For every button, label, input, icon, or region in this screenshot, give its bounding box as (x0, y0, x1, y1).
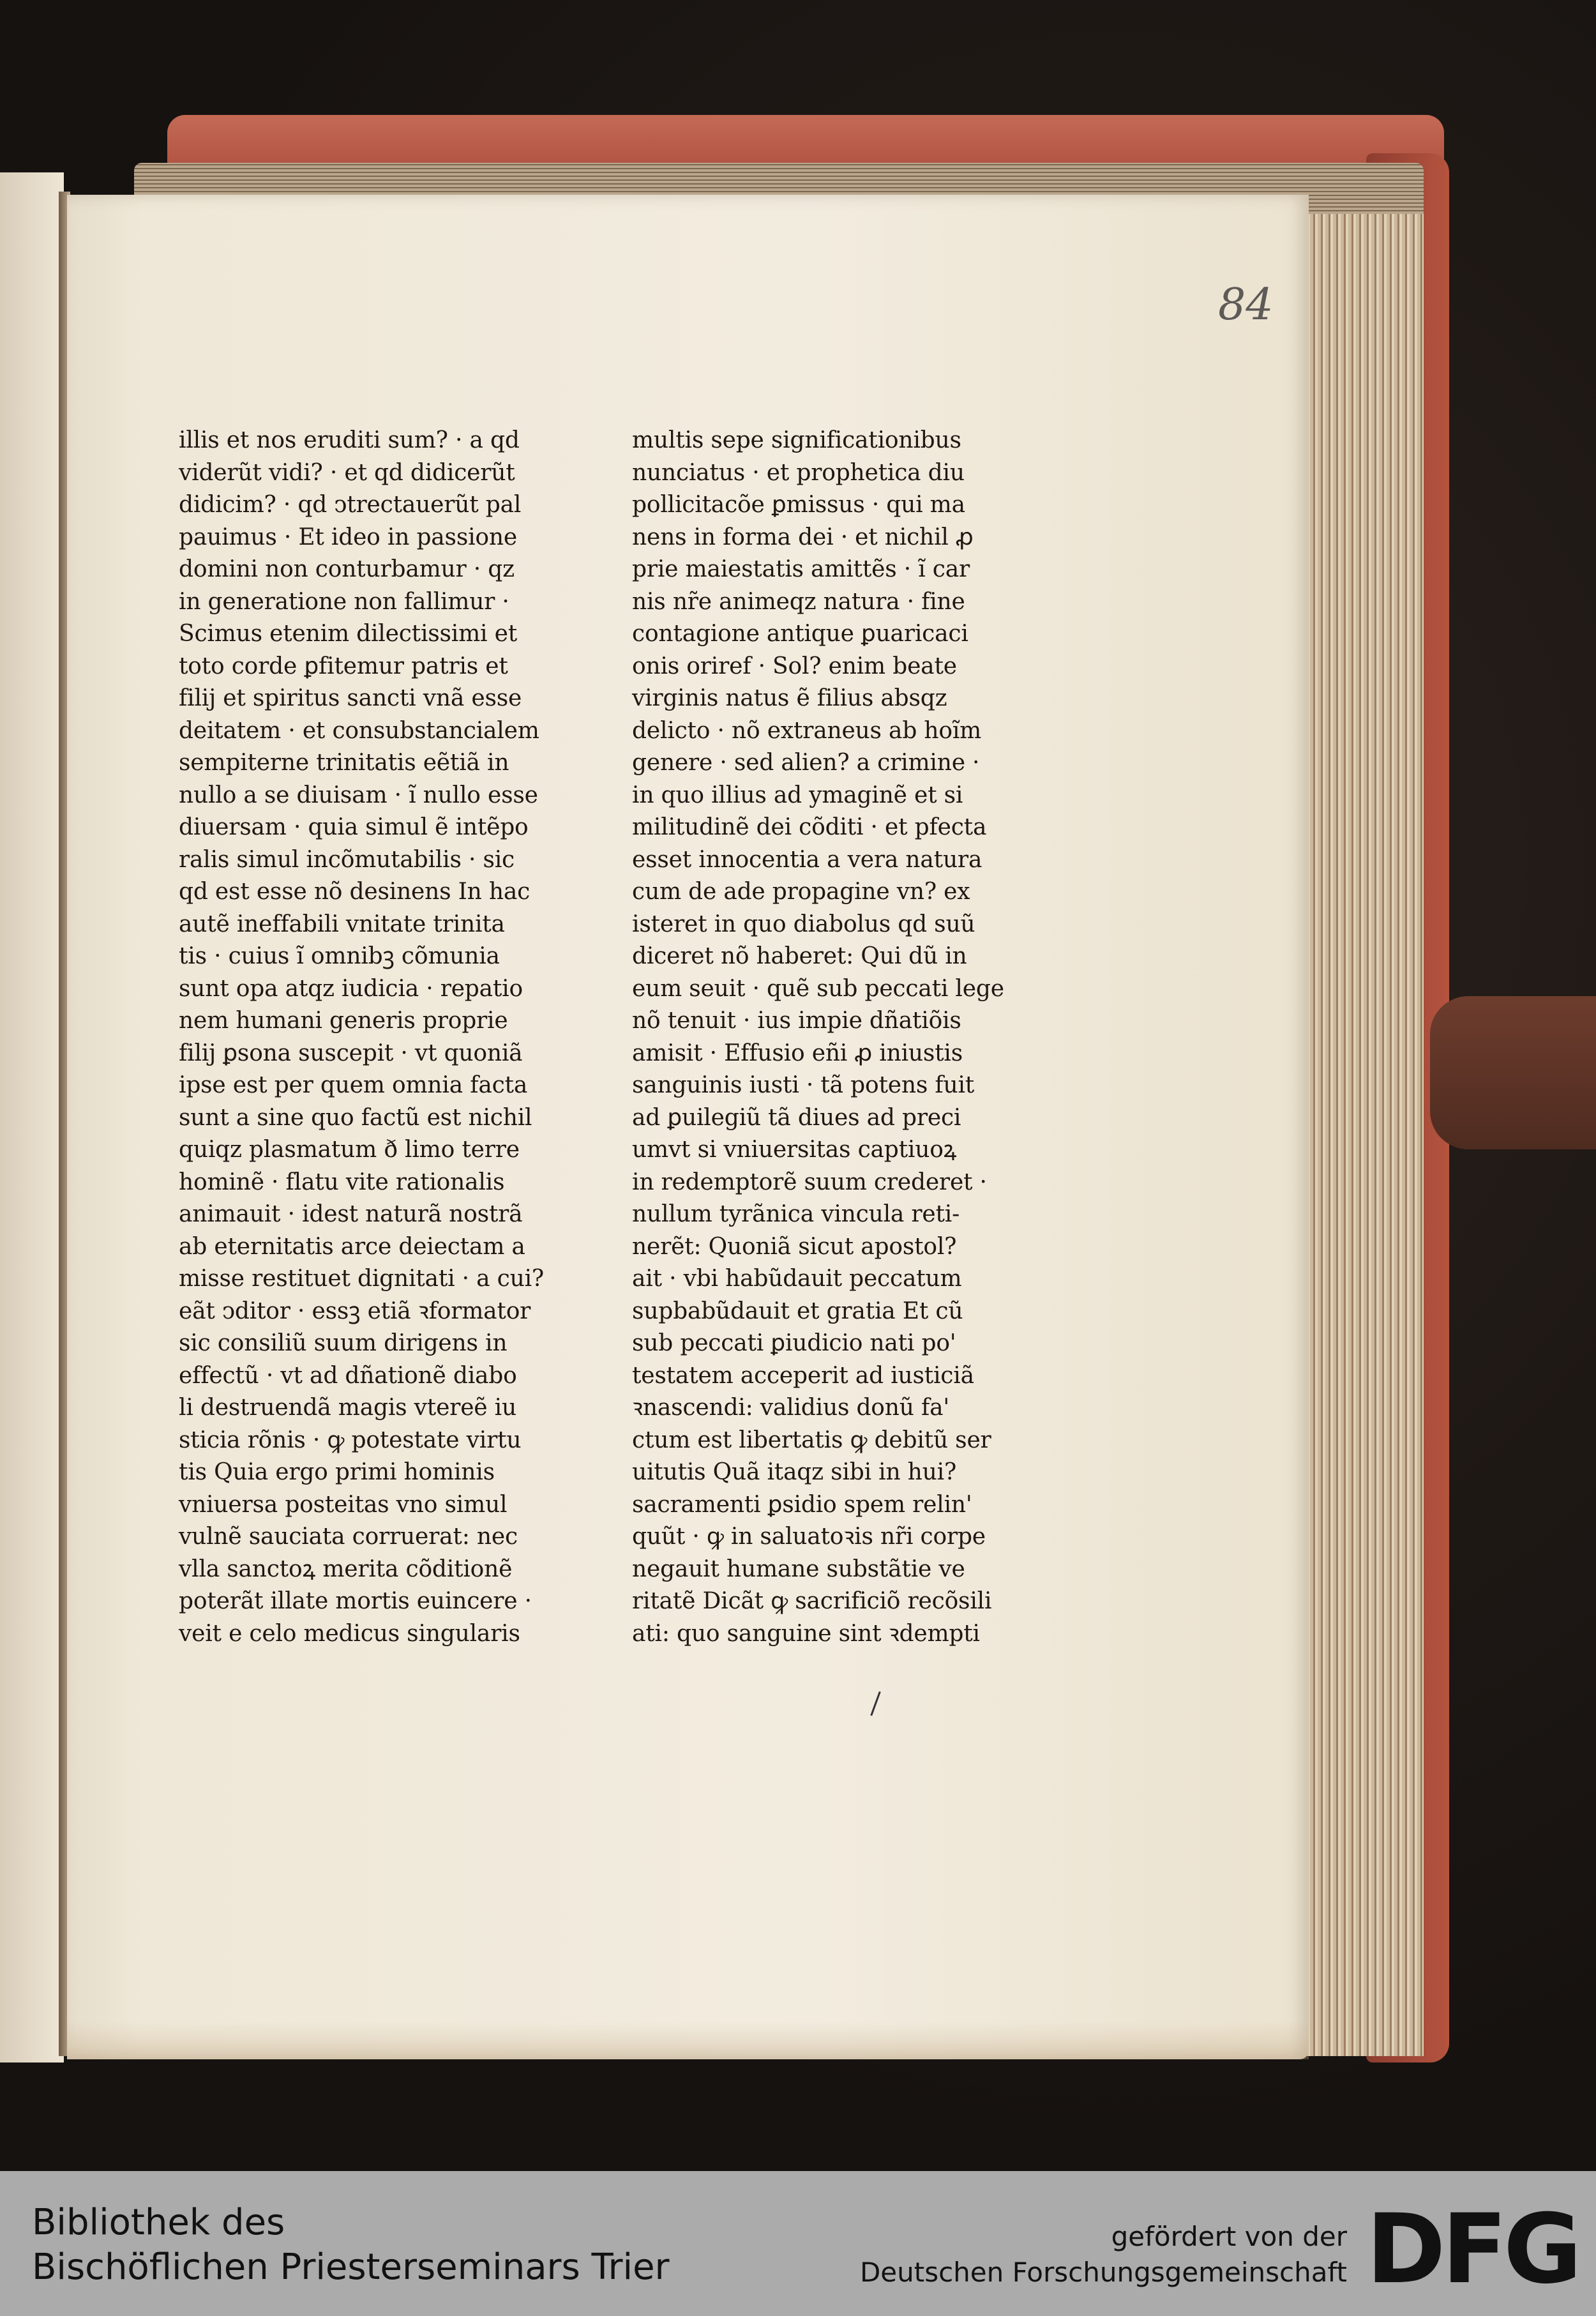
text-line: hominẽ · flatu vite rationalis (179, 1169, 505, 1195)
text-line: eum seuit · quẽ sub peccati lege (632, 975, 1004, 1002)
text-line: viderũt vidi? · et qd didicerũt (179, 459, 515, 486)
text-line: Scimus etenim dilectissimi et (179, 621, 517, 647)
text-line: in quo illius ad ymaginẽ et si (632, 782, 963, 808)
text-line: umvt si vniuersitas captiuoꝝ (632, 1137, 957, 1163)
text-line: li destruendã magis vtereẽ iu (179, 1395, 516, 1421)
text-line: nõ tenuit · ius impie dñatiõis (632, 1008, 961, 1034)
text-line: sanguinis iusti · tã potens fuit (632, 1072, 975, 1098)
text-line: sic consiliũ suum dirigens in (179, 1330, 508, 1356)
text-line: effectũ · vt ad dñationẽ diabo (179, 1362, 517, 1389)
text-line: pollicitacõe ꝑmissus · qui ma (632, 492, 965, 518)
funding-line1: gefördert von der (1111, 2221, 1347, 2252)
text-line: militudinẽ dei cõditi · et pfecta (632, 814, 987, 840)
funding-line2: Deutschen Forschungsgemeinschaft (859, 2257, 1347, 2288)
text-line: ritatẽ Dicãt ꝙ sacrificiõ recõsili (632, 1588, 992, 1614)
text-line: qd est esse nõ desinens In hac (179, 879, 531, 905)
text-line: genere · sed alien? a crimine · (632, 750, 980, 776)
text-line: sunt opa atqz iudicia · repatio (179, 975, 523, 1002)
text-line: amisit · Effusio eñi ꝓ iniustis (632, 1040, 963, 1066)
text-line: diuersam · quia simul ẽ intẽpo (179, 814, 529, 840)
text-line: filij ꝑsona suscepit · vt quoniã (179, 1040, 523, 1066)
text-line: didicim? · qd ↄtrectauerũt pal (179, 492, 522, 518)
text-line: ab eternitatis arce deiectam a (179, 1233, 525, 1260)
text-line: nerẽt: Quoniã sicut apostol? (632, 1233, 957, 1260)
text-line: cum de ade propagine vn? ex (632, 879, 970, 905)
text-line: onis oriref · Sol? enim beate (632, 653, 957, 679)
text-line: negauit humane substãtie ve (632, 1555, 965, 1582)
text-line: animauit · idest naturã nostrã (179, 1201, 523, 1227)
text-line: ctum est libertatis ꝙ debitũ ser (632, 1427, 991, 1453)
text-line: sticia rõnis · ꝙ potestate virtu (179, 1427, 522, 1453)
text-line: filij et spiritus sancti vnã esse (179, 685, 522, 711)
text-column-left (179, 425, 555, 1650)
text-line: autẽ ineffabili vnitate trinita (179, 911, 505, 937)
text-line: nullum tyrãnica vincula reti- (632, 1201, 960, 1227)
text-line: uitutis Quã itaqz sibi in hui? (632, 1459, 957, 1485)
text-line: illis et nos eruditi sum? · a qd (179, 427, 520, 453)
text-line: in generatione non fallimur · (179, 588, 509, 615)
text-line: vniuersa posteitas vno simul (179, 1491, 508, 1518)
text-line: sacramenti ꝑsidio spem relin' (632, 1491, 972, 1518)
text-line: tis · cuius ĩ omnibꝫ cõmunia (179, 943, 500, 969)
text-line: vulnẽ sauciata corruerat: nec (179, 1524, 518, 1550)
text-line: nens in forma dei · et nichil ꝓ (632, 524, 974, 550)
text-line: sunt a sine quo factũ est nichil (179, 1104, 532, 1131)
left-page-sliver (0, 172, 64, 2062)
text-line: ipse est per quem omnia facta (179, 1072, 528, 1098)
text-line: nis nr̃e animeqz natura · fine (632, 588, 965, 615)
leather-clasp (1430, 996, 1596, 1149)
text-line: ꝛnascendi: validius donũ fa' (632, 1395, 950, 1421)
text-line: poterãt illate mortis euincere · (179, 1588, 532, 1614)
page-foot-stain (67, 2021, 1309, 2059)
text-line: deitatem · et consubstancialem (179, 717, 539, 744)
page-edges (1302, 185, 1424, 2056)
text-line: nullo a se diuisam · ĩ nullo esse (179, 782, 538, 808)
text-line: pauimus · Et ideo in passione (179, 524, 517, 550)
text-line: ait · vbi habũdauit peccatum (632, 1266, 962, 1292)
text-line: virginis natus ẽ filius absqz (632, 685, 947, 711)
text-line: isteret in quo diabolus qd suũ (632, 911, 975, 937)
text-line: delicto · nõ extraneus ab hoĩm (632, 717, 982, 744)
folio-number: 84 (1218, 280, 1274, 330)
text-column-right (632, 425, 1009, 1650)
text-line: tis Quia ergo primi hominis (179, 1459, 495, 1485)
text-line: in redemptorẽ suum crederet · (632, 1169, 987, 1195)
text-line: sempiterne trinitatis eẽtiã in (179, 750, 509, 776)
text-line: multis sepe significationibus (632, 427, 961, 453)
footer-bar (0, 2171, 1596, 2316)
dfg-logo: DFG (1366, 2194, 1579, 2305)
text-line: ati: quo sanguine sint ꝛdempti (632, 1620, 980, 1647)
text-line: testatem acceperit ad iusticiã (632, 1362, 974, 1389)
text-line: prie maiestatis amittẽs · ĩ car (632, 556, 970, 582)
text-line: quiqz plasmatum ð limo terre (179, 1137, 520, 1163)
text-line: esset innocentia a vera natura (632, 846, 982, 873)
text-line: supbabũdauit et gratia Et cũ (632, 1298, 963, 1324)
library-name-line1: Bibliothek des (32, 2202, 285, 2243)
library-name-line2: Bischöflichen Priesterseminars Trier (32, 2246, 670, 2288)
text-line: nunciatus · et prophetica diu (632, 459, 965, 486)
text-line: eãt ↄditor · essꝫ etiã ꝛformator (179, 1298, 531, 1324)
text-line: veit e celo medicus singularis (179, 1620, 520, 1647)
text-line: vlla sanctoꝝ merita cõditionẽ (179, 1555, 513, 1582)
text-line: misse restituet dignitati · a cui? (179, 1266, 544, 1292)
text-line: toto corde ꝑfitemur patris et (179, 653, 508, 679)
text-line: nem humani generis proprie (179, 1008, 508, 1034)
text-line: contagione antique ꝑuaricaci (632, 621, 968, 647)
text-line: ad ꝑuilegiũ tã diues ad preci (632, 1104, 961, 1131)
text-line: sub peccati ꝑiudicio nati po' (632, 1330, 956, 1356)
text-line: quũt · ꝙ in saluatoꝛis nr̃i corpe (632, 1524, 986, 1550)
text-line: diceret nõ haberet: Qui dũ in (632, 943, 967, 969)
text-line: domini non conturbamur · qz (179, 556, 515, 582)
text-line: ralis simul incõmutabilis · sic (179, 846, 515, 873)
